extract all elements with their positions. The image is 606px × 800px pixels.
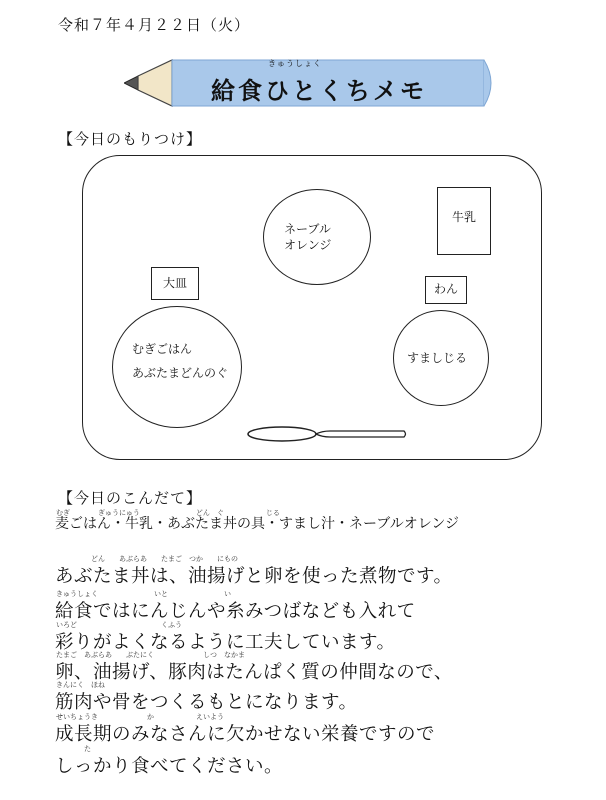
kondate-heading: 【今日のこんだて】 xyxy=(58,489,203,507)
memo-ruby-2: きゅうしょく いと い xyxy=(56,590,231,598)
memo-ruby-4: たまご あぶらあ ぶたにく しつ なかま xyxy=(56,651,245,659)
milk-label: 牛乳 xyxy=(451,210,476,224)
moritsuke-heading: 【今日のもりつけ】 xyxy=(58,130,203,148)
orange-label-1: ネーブル xyxy=(284,222,331,236)
memo-ruby-1: どん あぶらあ たまご つか にもの xyxy=(56,555,238,563)
orange-label-2: オレンジ xyxy=(284,238,332,252)
wan-label: わん xyxy=(433,282,458,296)
memo-line-4: 卵、油揚げ、豚肉はたんぱく質の仲間なので、 xyxy=(55,662,453,683)
memo-ruby-6: せいちょうき か えいよう xyxy=(56,713,224,721)
ozara-label: 大皿 xyxy=(162,276,187,290)
banner-title: 給食ひとくちメモ xyxy=(211,77,427,105)
date: 令和７年４月２２日（火） xyxy=(58,16,251,34)
wan-box xyxy=(425,276,467,304)
milk-box xyxy=(437,187,491,255)
banner-ruby: きゅうしょく xyxy=(268,59,322,68)
menu-line: 麦ごはん・牛乳・あぶたま丼の具・すまし汁・ネーブルオレンジ xyxy=(55,516,460,532)
memo-ruby-7: た xyxy=(56,745,91,753)
memo-ruby-5: きんにく ほね xyxy=(56,681,105,689)
spoon-icon xyxy=(246,424,408,444)
menu-ruby: むぎ ぎゅうにゅう どん ぐ じる xyxy=(56,509,280,517)
soup-label: すましじる xyxy=(407,351,468,365)
memo-line-7: しっかり食べてください。 xyxy=(55,756,284,777)
memo-line-1: あぶたま丼は、油揚げと卵を使った煮物です。 xyxy=(55,566,453,587)
don-label: あぶたまどんのぐ xyxy=(132,366,229,380)
memo-line-5: 筋肉や骨をつくるもとになります。 xyxy=(55,692,358,713)
rice-label: むぎごはん xyxy=(132,342,193,356)
memo-ruby-3: いろど くふう xyxy=(56,621,182,629)
ozara-box xyxy=(151,267,199,300)
memo-line-6: 成長期のみなさんに欠かせない栄養ですので xyxy=(55,724,436,745)
memo-line-3: 彩りがよくなるように工夫しています。 xyxy=(55,632,396,653)
memo-line-2: 給食ではにんじんや糸みつばなども入れて xyxy=(55,601,416,622)
